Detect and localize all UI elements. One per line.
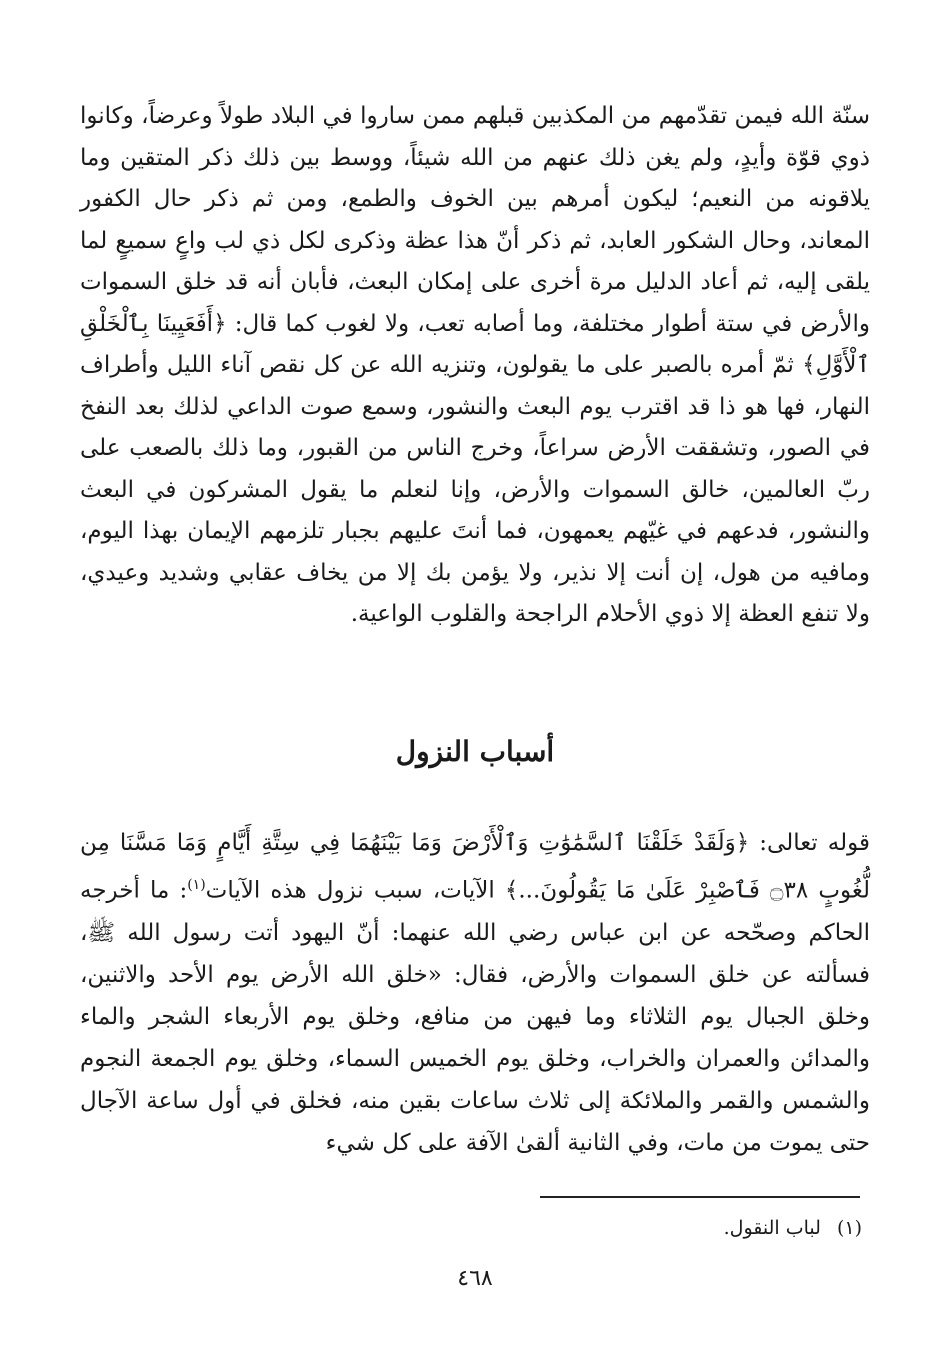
quran-verse: ﴿وَلَقَدْ خَلَقْنَا ٱلسَّمَٰوَٰتِ وَٱلْأَرْضَ وَمَا بَيْنَهُمَا فِي سِتَّةِ أَيَّامٍ وَمَا مَسَّنَا مِن لُّغُوبٍ ۝٣٨ فَٱصْبِرْ عَلَىٰ مَا يَقُولُونَ...﴾ (80, 830, 870, 904)
footnote (724, 1214, 862, 1242)
footnote-number: (١) (836, 1217, 862, 1239)
section-heading: أسباب النزول (395, 735, 555, 768)
footnote-text: لباب النقول. (723, 1217, 821, 1239)
footnote-marker: (١) (187, 877, 206, 893)
main-paragraph: سنّة الله فيمن تقدّمهم من المكذبين قبلهم ممن ساروا في البلاد طولاً وعرضاً، وكانوا ذوي قوّة وأيدٍ، ولم يغن ذلك عنهم من الله شيئاً، ووسط بين ذلك ذكر المتقين وما يلاقونه من النعيم؛ ليكون أمرهم بين الخوف والطمع، ومن ثم ذكر حال الكفور المعاند، وحال الشكور العابد، ثم ذكر أنّ هذا عظة وذكرى لكل ذي لب واعٍ سميعٍ لما يلقى إليه، ثم أعاد الدليل مرة أخرى على إمكان البعث، فأبان أنه قد خلق السموات والأرض في ستة أطوار مختلفة، وما أصابه تعب، ولا لغوب كما قال: ﴿أَفَعَيِينَا بِٱلْخَلْقِ ٱلْأَوَّلِ﴾ ثمّ أمره بالصبر على ما يقولون، وتنزيه الله عن كل نقص آناء الليل وأطراف النهار، فها هو ذا قد اقترب يوم البعث والنشور، وسمع صوت الداعي لذلك بعد النفخ في الصور، وتشققت الأرض سراعاً، وخرج الناس من القبور، وما ذلك بالصعب على ربّ العالمين، خالق السموات والأرض، وإنا لنعلم ما يقول المشركون في البعث والنشور، فدعهم في غيّهم يعمهون، فما أنتَ عليهم بجبار تلزمهم الإيمان بهذا اليوم، ومافيه من هول، إن أنت إلا نذير، ولا يؤمن بك إلا من يخاف عقابي وشديد وعيدي، ولا تنفع العظة إلا ذوي الأحلام الراجحة والقلوب الواعية. (80, 103, 870, 627)
footnote-divider (540, 1196, 860, 1198)
asbab-after-verse: الآيات، سبب نزول هذه الآيات (205, 877, 505, 904)
asbab-intro: قوله تعالى: (749, 830, 870, 856)
asbab-paragraph (80, 822, 870, 1164)
page-number: ٤٦٨ (457, 1266, 493, 1291)
asbab-body: : ما أخرجه الحاكم وصحّحه عن ابن عباس رضي الله عنهما: أنّ اليهود أتت رسول الله ﷺ، فسألته عن خلق السموات والأرض، فقال: «خلق الله الأرض يوم الأحد والاثنين، وخلق الجبال يوم الثلاثاء وما فيهن من منافع، وخلق يوم الأربعاء الشجر والماء والمدائن والعمران والخراب، وخلق يوم الخميس السماء، وخلق يوم الجمعة النجوم والشمس والقمر والملائكة إلى ثلاث ساعات بقين منه، فخلق في أول ساعة الآجال حتى يموت من مات، وفي الثانية ألقىٰ الآفة على كل شيء (80, 877, 870, 1156)
